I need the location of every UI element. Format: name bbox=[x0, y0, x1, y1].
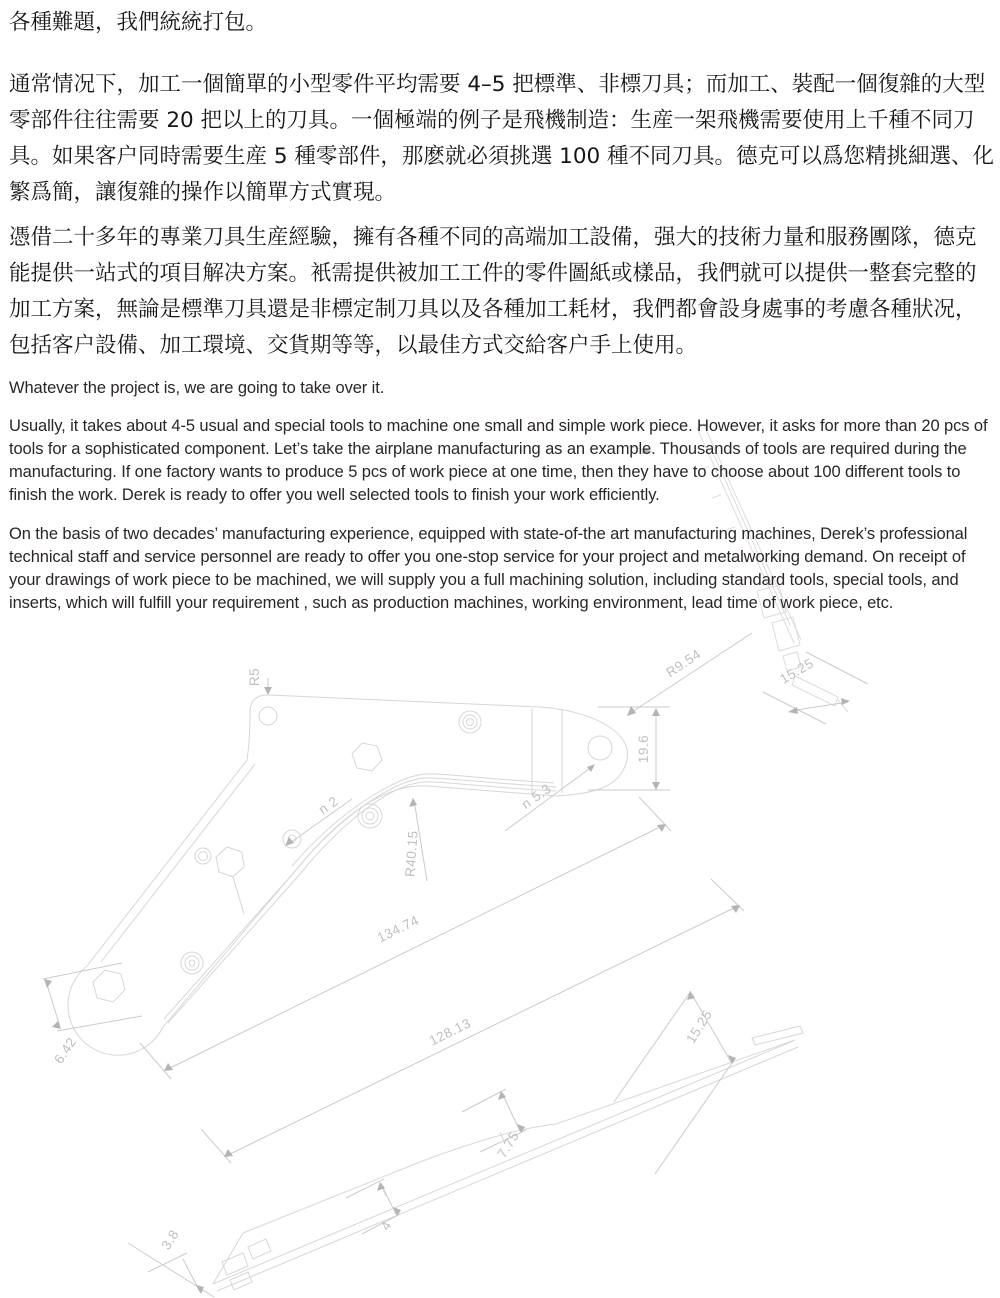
dim-label-3-8: 3.8 bbox=[158, 1227, 182, 1253]
dim-label-134-74: 134.74 bbox=[374, 912, 422, 946]
hex-cutout bbox=[352, 743, 382, 771]
zh-paragraph-2: 憑借二十多年的專業刀具生産經驗，擁有各種不同的高端加工設備，强大的技術力量和服務團隊，德克能提供一站式的項目解决方案。衹需提供被加工工件的零件圖紙或樣品，我們就可以提供一整套完整的加工方案，無論是標準刀具還是非標定制刀具以及各種加工耗材，我們都會設身處事的考慮各種狀况，包括客户設備、加工環境、交貨期等等，以最佳方式交給客户手上使用。 bbox=[9, 225, 977, 358]
dim-label-15-25-bottom: 15.25 bbox=[683, 1007, 716, 1046]
en-paragraph-1: Usually, it takes about 4-5 usual and special tools to machine one small and simple work piece. However, it asks for more than 20 pcs of tools for a sophisticated component. Let’s take the airplane manufacturing as an example. Thousands of tools are required during the manufacturing. If one factory wants to produce 5 pcs of work piece at one time, then they have to choose about 100 different tools to finish the work. Derek is ready to offer you well selected tools to finish your work efficiently. bbox=[9, 417, 988, 504]
dim-label-r5: R5 bbox=[247, 667, 262, 687]
dim-label-15-25-top: 15.25 bbox=[777, 655, 817, 687]
dim-label-d5-3: n 5.3 bbox=[518, 780, 555, 812]
dim-label-r9-54: R9.54 bbox=[663, 646, 704, 681]
zh-heading: 各種難題，我們統統打包。 bbox=[9, 10, 268, 35]
dim-label-r40-15: R40.15 bbox=[402, 829, 421, 878]
en-tagline: Whatever the project is, we are going to take over it. bbox=[9, 379, 385, 397]
dimension-labels bbox=[51, 646, 816, 1252]
dim-label-128-13: 128.13 bbox=[426, 1015, 474, 1049]
dim-label-7-75: 7.75 bbox=[494, 1128, 523, 1161]
text-content bbox=[9, 5, 997, 631]
dim-label-d2: n 2 bbox=[315, 793, 342, 818]
en-paragraph-2: On the basis of two decades’ manufacturing experience, equipped with state-of-the art manufacturing machines, Derek’s professional technical staff and service personnel are ready to offer you one-stop service for your project and metalworking demand. On receipt of your drawings of work piece to be machined, we will supply you a full machining solution, including standard tools, special tools, and inserts, which will fulfill your requirement , such as production machines, working environment, lead time of work piece, etc. bbox=[9, 525, 968, 612]
dim-label-6-42: 6.42 bbox=[51, 1034, 80, 1067]
dimension-lines bbox=[43, 633, 868, 1297]
dim-label-19-6: 19.6 bbox=[636, 734, 651, 764]
dim-label-4: 4 bbox=[377, 1218, 395, 1233]
hex-cutout bbox=[216, 847, 244, 877]
hex-cutout bbox=[93, 970, 125, 1002]
zh-paragraph-1: 通常情况下，加工一個簡單的小型零件平均需要 4–5 把標準、非標刀具；而加工、裝配一個復雜的大型零部件往往需要 20 把以上的刀具。一個極端的例子是飛機制造：生産一架飛機需要使用上千種不同刀具。如果客户同時需要生産 5 種零部件，那麽就必須挑選 100 種不同刀具。德克可以爲您精挑細選、化繁爲簡，讓復雜的操作以簡單方式實現。 bbox=[9, 72, 995, 205]
